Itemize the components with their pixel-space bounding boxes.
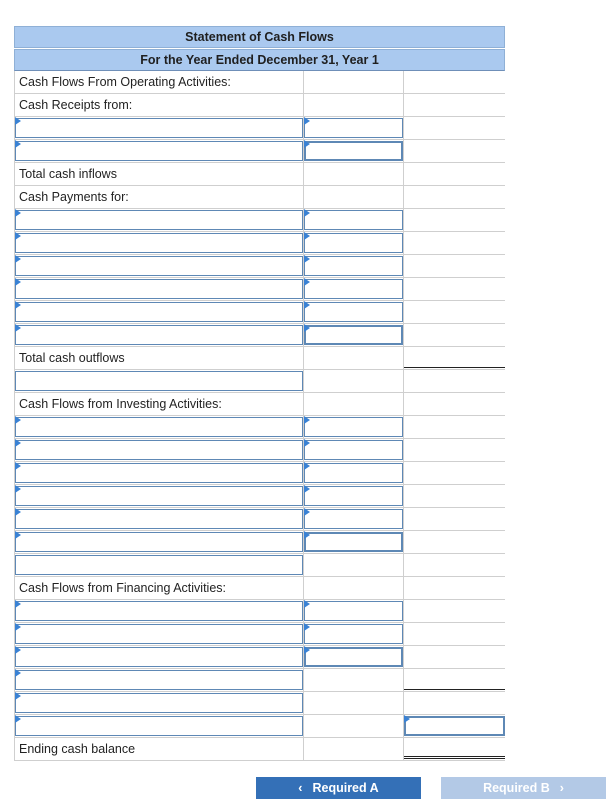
total-rule bbox=[404, 689, 505, 690]
dropdown-marker-icon bbox=[304, 416, 310, 424]
description-input[interactable] bbox=[15, 118, 303, 138]
description-cell bbox=[14, 577, 304, 599]
amount-input[interactable] bbox=[304, 601, 403, 621]
statement-row bbox=[14, 301, 505, 324]
dropdown-marker-icon bbox=[304, 301, 310, 309]
total-input[interactable] bbox=[404, 716, 505, 736]
description-cell[interactable] bbox=[14, 232, 304, 254]
statement-row bbox=[14, 94, 505, 117]
amount-cell[interactable] bbox=[304, 462, 404, 484]
description-input[interactable] bbox=[15, 233, 303, 253]
description-cell[interactable] bbox=[14, 439, 304, 461]
dropdown-marker-icon bbox=[15, 600, 21, 608]
dropdown-marker-icon bbox=[304, 278, 310, 286]
amount-cell[interactable] bbox=[304, 278, 404, 300]
total-cell bbox=[404, 531, 505, 553]
amount-cell bbox=[304, 71, 404, 93]
statement-row bbox=[14, 163, 505, 186]
amount-cell[interactable] bbox=[304, 485, 404, 507]
statement-row bbox=[14, 485, 505, 508]
statement-title: Statement of Cash Flows bbox=[14, 26, 505, 48]
statement-period: For the Year Ended December 31, Year 1 bbox=[14, 49, 505, 71]
amount-input[interactable] bbox=[304, 647, 403, 667]
description-cell[interactable] bbox=[14, 416, 304, 438]
dropdown-marker-icon bbox=[15, 416, 21, 424]
row-label: Total cash outflows bbox=[19, 351, 125, 365]
dropdown-marker-icon bbox=[15, 439, 21, 447]
amount-cell[interactable] bbox=[304, 439, 404, 461]
dropdown-marker-icon bbox=[304, 508, 310, 516]
amount-cell[interactable] bbox=[304, 209, 404, 231]
amount-cell bbox=[304, 393, 404, 415]
statement-row bbox=[14, 324, 505, 347]
total-cell bbox=[404, 117, 505, 139]
dropdown-marker-icon bbox=[304, 209, 310, 217]
description-cell[interactable] bbox=[14, 324, 304, 346]
statement-row bbox=[14, 209, 505, 232]
dropdown-marker-icon bbox=[15, 646, 21, 654]
total-cell[interactable] bbox=[404, 715, 505, 737]
statement-row bbox=[14, 117, 505, 140]
total-cell bbox=[404, 738, 505, 760]
dropdown-marker-icon bbox=[304, 232, 310, 240]
description-input[interactable] bbox=[15, 371, 303, 391]
amount-cell[interactable] bbox=[304, 646, 404, 668]
dropdown-marker-icon bbox=[304, 439, 310, 447]
amount-cell[interactable] bbox=[304, 416, 404, 438]
amount-cell[interactable] bbox=[304, 623, 404, 645]
dropdown-marker-icon bbox=[15, 508, 21, 516]
description-cell[interactable] bbox=[14, 600, 304, 622]
amount-input[interactable] bbox=[304, 417, 403, 437]
total-cell bbox=[404, 347, 505, 369]
amount-input[interactable] bbox=[304, 210, 403, 230]
statement-row bbox=[14, 738, 505, 761]
total-cell bbox=[404, 508, 505, 530]
dropdown-marker-icon bbox=[404, 715, 410, 723]
description-cell[interactable] bbox=[14, 370, 304, 392]
amount-cell[interactable] bbox=[304, 600, 404, 622]
dropdown-marker-icon bbox=[15, 301, 21, 309]
description-cell[interactable] bbox=[14, 669, 304, 691]
description-input[interactable] bbox=[15, 486, 303, 506]
total-cell bbox=[404, 324, 505, 346]
row-label: Cash Flows from Investing Activities: bbox=[19, 397, 222, 411]
amount-cell[interactable] bbox=[304, 232, 404, 254]
statement-row bbox=[14, 140, 505, 163]
required-a-button[interactable] bbox=[256, 777, 421, 799]
description-cell[interactable] bbox=[14, 140, 304, 162]
total-cell bbox=[404, 71, 505, 93]
row-label: Total cash inflows bbox=[19, 167, 117, 181]
description-input[interactable] bbox=[15, 693, 303, 713]
amount-cell[interactable] bbox=[304, 117, 404, 139]
dropdown-marker-icon bbox=[15, 255, 21, 263]
description-cell bbox=[14, 71, 304, 93]
amount-input[interactable] bbox=[304, 302, 403, 322]
statement-row bbox=[14, 186, 505, 209]
total-cell bbox=[404, 416, 505, 438]
description-cell bbox=[14, 163, 304, 185]
dropdown-marker-icon bbox=[15, 209, 21, 217]
description-input[interactable] bbox=[15, 141, 303, 161]
statement-row bbox=[14, 462, 505, 485]
statement-row bbox=[14, 278, 505, 301]
total-cell bbox=[404, 485, 505, 507]
total-cell bbox=[404, 439, 505, 461]
description-cell bbox=[14, 347, 304, 369]
total-cell bbox=[404, 623, 505, 645]
amount-input[interactable] bbox=[304, 141, 403, 161]
dropdown-marker-icon bbox=[15, 715, 21, 723]
amount-cell[interactable] bbox=[304, 508, 404, 530]
description-cell[interactable] bbox=[14, 508, 304, 530]
amount-input[interactable] bbox=[304, 624, 403, 644]
description-cell[interactable] bbox=[14, 255, 304, 277]
dropdown-marker-icon bbox=[15, 232, 21, 240]
description-input[interactable] bbox=[15, 601, 303, 621]
description-cell[interactable] bbox=[14, 715, 304, 737]
description-cell[interactable] bbox=[14, 554, 304, 576]
dropdown-marker-icon bbox=[15, 485, 21, 493]
required-b-label: Required B bbox=[483, 781, 550, 795]
amount-input[interactable] bbox=[304, 509, 403, 529]
dropdown-marker-icon bbox=[15, 531, 21, 539]
statement-row bbox=[14, 577, 505, 600]
dropdown-marker-icon bbox=[304, 531, 310, 539]
description-input[interactable] bbox=[15, 532, 303, 552]
total-cell bbox=[404, 669, 505, 691]
amount-cell bbox=[304, 370, 404, 392]
description-input[interactable] bbox=[15, 463, 303, 483]
description-input[interactable] bbox=[15, 624, 303, 644]
total-cell bbox=[404, 692, 505, 714]
chevron-right-icon: › bbox=[559, 781, 564, 795]
amount-input[interactable] bbox=[304, 463, 403, 483]
description-input[interactable] bbox=[15, 256, 303, 276]
description-input[interactable] bbox=[15, 716, 303, 736]
dropdown-marker-icon bbox=[304, 646, 310, 654]
statement-row bbox=[14, 370, 505, 393]
amount-cell bbox=[304, 186, 404, 208]
description-input[interactable] bbox=[15, 302, 303, 322]
amount-cell bbox=[304, 347, 404, 369]
total-cell bbox=[404, 209, 505, 231]
description-cell[interactable] bbox=[14, 646, 304, 668]
amount-cell bbox=[304, 738, 404, 760]
dropdown-marker-icon bbox=[304, 140, 310, 148]
dropdown-marker-icon bbox=[304, 462, 310, 470]
amount-cell bbox=[304, 554, 404, 576]
statement-row bbox=[14, 554, 505, 577]
row-label: Cash Payments for: bbox=[19, 190, 129, 204]
total-cell bbox=[404, 393, 505, 415]
amount-input[interactable] bbox=[304, 279, 403, 299]
amount-input[interactable] bbox=[304, 325, 403, 345]
total-cell bbox=[404, 140, 505, 162]
chevron-left-icon: ‹ bbox=[298, 781, 303, 795]
dropdown-marker-icon bbox=[304, 623, 310, 631]
amount-cell[interactable] bbox=[304, 324, 404, 346]
description-cell[interactable] bbox=[14, 462, 304, 484]
dropdown-marker-icon bbox=[15, 623, 21, 631]
required-b-button[interactable] bbox=[441, 777, 606, 799]
amount-cell bbox=[304, 94, 404, 116]
dropdown-marker-icon bbox=[304, 324, 310, 332]
amount-cell bbox=[304, 692, 404, 714]
statement-row bbox=[14, 646, 505, 669]
description-cell[interactable] bbox=[14, 117, 304, 139]
dropdown-marker-icon bbox=[15, 692, 21, 700]
description-cell bbox=[14, 186, 304, 208]
row-label: Cash Flows From Operating Activities: bbox=[19, 75, 231, 89]
dropdown-marker-icon bbox=[304, 255, 310, 263]
statement-row bbox=[14, 255, 505, 278]
total-cell bbox=[404, 600, 505, 622]
amount-cell[interactable] bbox=[304, 531, 404, 553]
statement-row bbox=[14, 600, 505, 623]
description-input[interactable] bbox=[15, 417, 303, 437]
total-cell bbox=[404, 94, 505, 116]
description-cell[interactable] bbox=[14, 209, 304, 231]
amount-input[interactable] bbox=[304, 233, 403, 253]
description-cell bbox=[14, 738, 304, 760]
row-label: Cash Receipts from: bbox=[19, 98, 133, 112]
statement-rows bbox=[14, 71, 505, 761]
statement-row bbox=[14, 393, 505, 416]
statement-row bbox=[14, 347, 505, 370]
description-cell bbox=[14, 94, 304, 116]
description-cell[interactable] bbox=[14, 278, 304, 300]
row-label: Ending cash balance bbox=[19, 742, 136, 756]
required-a-label: Required A bbox=[312, 781, 379, 795]
description-cell[interactable] bbox=[14, 301, 304, 323]
total-cell bbox=[404, 186, 505, 208]
statement-row bbox=[14, 692, 505, 715]
statement-row bbox=[14, 416, 505, 439]
description-cell[interactable] bbox=[14, 692, 304, 714]
amount-input[interactable] bbox=[304, 256, 403, 276]
description-input[interactable] bbox=[15, 210, 303, 230]
statement-row bbox=[14, 71, 505, 94]
amount-cell[interactable] bbox=[304, 255, 404, 277]
total-cell bbox=[404, 577, 505, 599]
description-cell[interactable] bbox=[14, 531, 304, 553]
amount-input[interactable] bbox=[304, 532, 403, 552]
statement-row bbox=[14, 669, 505, 692]
dropdown-marker-icon bbox=[15, 140, 21, 148]
dropdown-marker-icon bbox=[15, 669, 21, 677]
total-cell bbox=[404, 462, 505, 484]
amount-cell bbox=[304, 669, 404, 691]
amount-cell bbox=[304, 163, 404, 185]
description-input[interactable] bbox=[15, 509, 303, 529]
amount-cell bbox=[304, 577, 404, 599]
dropdown-marker-icon bbox=[304, 485, 310, 493]
dropdown-marker-icon bbox=[15, 117, 21, 125]
description-input[interactable] bbox=[15, 279, 303, 299]
amount-cell[interactable] bbox=[304, 301, 404, 323]
total-cell bbox=[404, 255, 505, 277]
statement-row bbox=[14, 531, 505, 554]
description-input[interactable] bbox=[15, 440, 303, 460]
statement-row bbox=[14, 715, 505, 738]
amount-input[interactable] bbox=[304, 118, 403, 138]
total-cell bbox=[404, 370, 505, 392]
total-cell bbox=[404, 301, 505, 323]
dropdown-marker-icon bbox=[15, 278, 21, 286]
amount-input[interactable] bbox=[304, 486, 403, 506]
dropdown-marker-icon bbox=[15, 462, 21, 470]
description-input[interactable] bbox=[15, 670, 303, 690]
amount-input[interactable] bbox=[304, 440, 403, 460]
statement-row bbox=[14, 508, 505, 531]
row-label: Cash Flows from Financing Activities: bbox=[19, 581, 227, 595]
total-rule bbox=[404, 367, 505, 368]
total-cell bbox=[404, 163, 505, 185]
double-rule bbox=[404, 756, 505, 759]
dropdown-marker-icon bbox=[304, 600, 310, 608]
cash-flow-statement bbox=[14, 26, 505, 761]
description-input[interactable] bbox=[15, 647, 303, 667]
total-cell bbox=[404, 278, 505, 300]
total-cell bbox=[404, 232, 505, 254]
statement-row bbox=[14, 232, 505, 255]
dropdown-marker-icon bbox=[304, 117, 310, 125]
dropdown-marker-icon bbox=[15, 324, 21, 332]
description-cell[interactable] bbox=[14, 485, 304, 507]
amount-cell[interactable] bbox=[304, 140, 404, 162]
statement-row bbox=[14, 623, 505, 646]
description-cell[interactable] bbox=[14, 623, 304, 645]
total-cell bbox=[404, 554, 505, 576]
total-cell bbox=[404, 646, 505, 668]
description-input[interactable] bbox=[15, 555, 303, 575]
statement-row bbox=[14, 439, 505, 462]
description-cell bbox=[14, 393, 304, 415]
description-input[interactable] bbox=[15, 325, 303, 345]
amount-cell bbox=[304, 715, 404, 737]
